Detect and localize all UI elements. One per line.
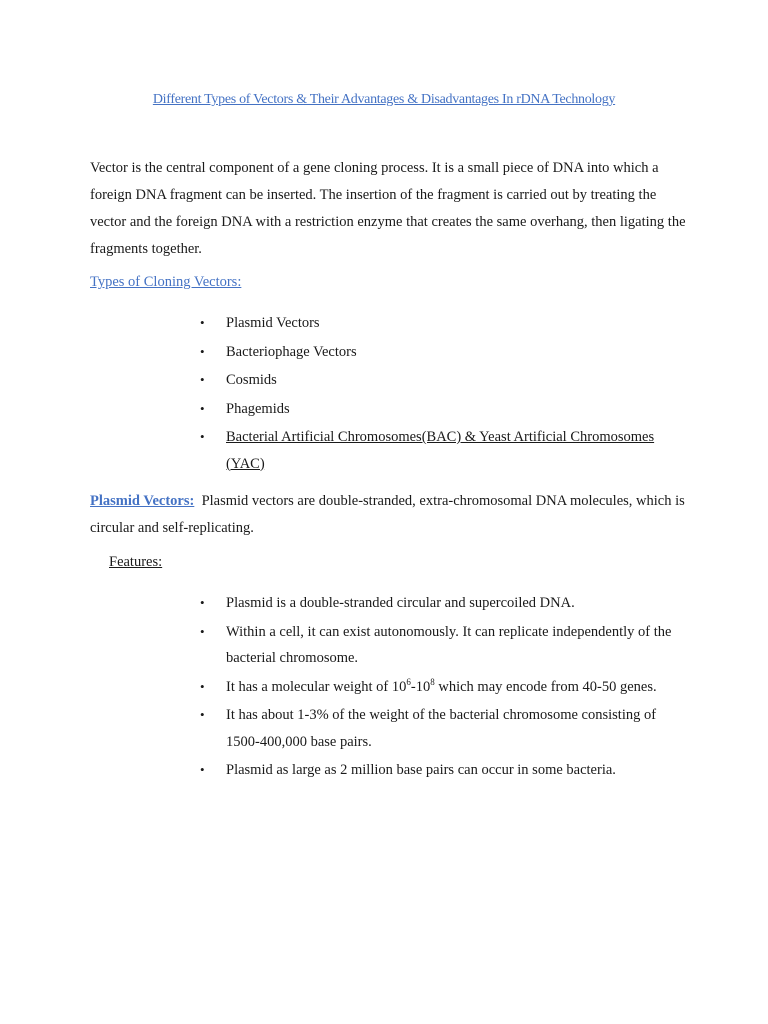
- list-item-text: Within a cell, it can exist autonomously. It can replicate independently of the bacterial chromosome.: [226, 623, 672, 666]
- bullet-icon: •: [200, 707, 205, 722]
- bullet-icon: •: [200, 372, 205, 387]
- plasmid-vectors-heading: Plasmid Vectors:: [90, 493, 195, 509]
- exponent: 6: [406, 676, 411, 687]
- plasmid-vectors-text: Plasmid vectors are double-stranded, extra-chromosomal DNA molecules, which is circular and self-replicating.: [90, 493, 685, 536]
- bullet-icon: •: [200, 429, 205, 444]
- list-item: [200, 619, 680, 672]
- list-item-text: It has about 1-3% of the weight of the bacterial chromosome consisting of 1500-400,000 base pairs.: [226, 707, 657, 750]
- molecular-weight-text: It has a molecular weight of 10: [226, 678, 407, 695]
- plasmid-vectors-paragraph: [90, 488, 690, 542]
- types-of-cloning-vectors-heading: Types of Cloning Vectors:: [90, 274, 242, 290]
- bullet-icon: •: [200, 762, 205, 777]
- molecular-weight-genes: which may encode from 40-50 genes.: [434, 678, 657, 695]
- list-item-text: Phagemids: [226, 400, 290, 417]
- exponent: 8: [430, 676, 435, 687]
- document-title: Different Types of Vectors & Their Advantages & Disadvantages In rDNA Technology: [152, 92, 616, 107]
- list-item: [200, 424, 680, 477]
- list-item: [200, 674, 680, 701]
- bullet-icon: •: [200, 623, 205, 639]
- features-heading: Features:: [109, 554, 163, 570]
- plasmid-features-list: [200, 590, 680, 786]
- list-item: [200, 310, 680, 337]
- cloning-vector-types-list: [200, 310, 680, 479]
- list-item-text: Plasmid as large as 2 million base pairs can occur in some bacteria.: [226, 762, 616, 778]
- bullet-icon: •: [200, 400, 205, 416]
- list-item-text: Cosmids: [226, 372, 277, 388]
- list-item: [200, 757, 680, 784]
- list-item: [200, 702, 680, 755]
- molecular-weight-range: -10: [410, 678, 431, 695]
- list-item: [200, 339, 680, 366]
- bullet-icon: •: [200, 678, 205, 694]
- bullet-icon: •: [200, 315, 205, 330]
- list-item-text: Plasmid Vectors: [226, 315, 320, 331]
- list-item: [200, 367, 680, 394]
- list-item-text: Bacteriophage Vectors: [226, 343, 357, 360]
- bullet-icon: •: [200, 595, 205, 610]
- list-item: [200, 590, 680, 617]
- bullet-icon: •: [200, 343, 205, 359]
- list-item-text: [226, 676, 657, 695]
- intro-paragraph: Vector is the central component of a gene cloning process. It is a small piece of DNA into which a foreign DNA fragment can be inserted. The insertion of the fragment is carried out by treating the vector and the foreign DNA with a restriction enzyme that creates the same overhang, then ligating the fragments together.: [90, 160, 686, 257]
- list-item-text: Plasmid is a double-stranded circular and supercoiled DNA.: [226, 595, 575, 611]
- list-item-text: Bacterial Artificial Chromosomes(BAC) & Yeast Artificial Chromosomes (YAC): [226, 429, 655, 472]
- list-item: [200, 396, 680, 423]
